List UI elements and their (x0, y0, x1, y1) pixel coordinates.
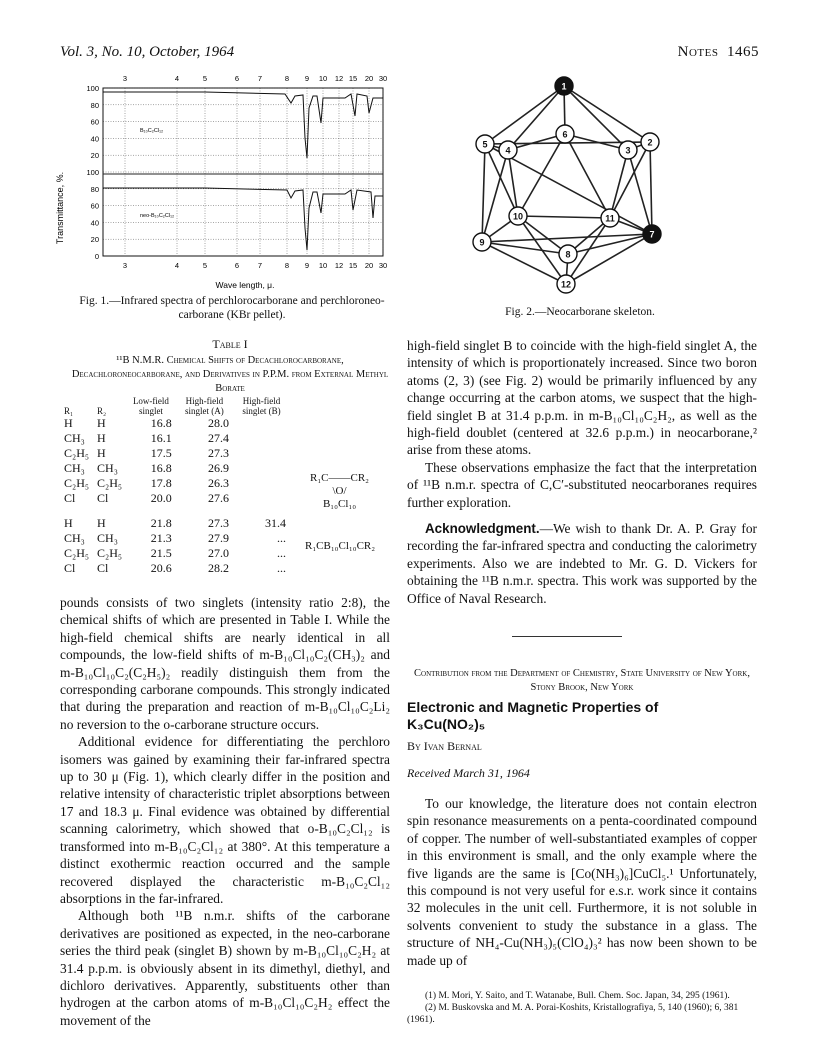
table-cell: H (64, 516, 73, 530)
table-cell: 26.9 (207, 461, 229, 475)
table-cell: C₂H₅ (64, 476, 90, 490)
col-header-r1: R₁ (64, 406, 74, 416)
tick-label: 4 (174, 261, 180, 270)
table-cell (233, 446, 290, 461)
table-cell: 26.3 (207, 476, 229, 490)
skeleton-bond (482, 150, 508, 242)
atom-number-label: 3 (625, 145, 631, 156)
tick-label: 40 (90, 218, 99, 228)
received-date: Received March 31, 1964 (407, 766, 530, 780)
atom-number-label: 7 (649, 229, 655, 240)
col-header-high-field-a: High-field singlet (A) (185, 396, 224, 416)
author-line: By Ivan Bernal (407, 739, 482, 753)
skeleton-bond (508, 86, 564, 150)
table-row (60, 431, 290, 446)
tick-label: 60 (90, 201, 99, 211)
spectrum-upper (103, 92, 383, 158)
table-subtitle: ¹¹B N.M.R. Chemical Shifts of Decachlorocarborane, Decachloroneocarborane, and Derivatives in P.P.M. from External Methyl Borate (71, 355, 389, 394)
table-cell: 27.3 (207, 446, 229, 460)
table-cell: 27.9 (207, 531, 229, 545)
tick-label: 20 (90, 235, 99, 245)
table-title: Table I (212, 337, 248, 351)
tick-label: 8 (284, 74, 290, 83)
atom-number-label: 6 (562, 129, 568, 140)
tick-label: 4 (174, 74, 180, 83)
section-divider (512, 636, 622, 637)
table-cell: 21.5 (150, 546, 172, 560)
table-cell: CH₃ (97, 461, 118, 475)
structure-a-bottom: B₁₀Cl₁₀ (322, 498, 357, 510)
table-row (60, 461, 290, 476)
tick-label: 0 (94, 252, 99, 261)
table-cell: Cl (97, 491, 109, 505)
article-body (407, 795, 757, 969)
tick-label: 12 (334, 261, 344, 270)
table-cell: 31.4 (265, 516, 286, 530)
tick-label: 40 (90, 134, 99, 144)
atom-number-label: 9 (479, 237, 485, 248)
table-cell: 16.1 (150, 431, 172, 445)
tick-label: 7 (257, 74, 263, 83)
tick-label: 20 (364, 261, 374, 270)
table-cell: 21.8 (150, 516, 172, 530)
structure-b: R₁CB₁₀Cl₁₀CR₂ (305, 540, 376, 552)
table-cell: 17.5 (150, 446, 172, 460)
atom-number-label: 4 (505, 145, 511, 156)
table-cell (233, 416, 290, 431)
left-paragraph-2: Additional evidence for differentiating the perchloro isomers was gained by examining their far-infrared spectra up to 30 μ (Fig. 1), which clearly differ in the position and relative intensity of characteristic triplet absorptions between 17 and 18.3 μ. Final evidence was obtained by differential scanning calorimetry, which showed that o-B₁₀C₂Cl₁₂ is transformed into m-B₁₀C₂Cl₁₂ at 380°. At this temperature a distinct exothermic reaction occurred and the sample recovered displayed the characteristic m-B₁₀C₂Cl₁₂ absorptions in the far-infrared. (60, 734, 390, 906)
col-header-r2: R₂ (97, 406, 107, 416)
table-cell: H (97, 446, 106, 460)
tick-label: 20 (90, 151, 99, 161)
figure-1-ir-spectra (55, 68, 400, 293)
table-cell: C₂H₅ (64, 546, 90, 560)
table-cell: 28.2 (207, 561, 229, 575)
atom-number-label: 12 (560, 279, 572, 290)
x-axis-label: Wave length, μ. (215, 280, 275, 290)
figure-2-caption: Fig. 2.—Neocarborane skeleton. (505, 306, 655, 318)
table-cell: Cl (64, 491, 76, 505)
acknowledgment (407, 520, 757, 607)
table-row (60, 516, 290, 531)
right-column-text (407, 337, 757, 607)
table-cell: 16.8 (150, 416, 172, 430)
tick-label: 100 (86, 168, 99, 177)
spectrum-lower (103, 188, 383, 250)
footnote-2: (2) M. Buskovska and M. A. Porai-Koshits, Kristallografiya, 5, 140 (1960); 6, 381 (1961). (407, 1003, 739, 1025)
spectrum-label-upper: B₁₀C₂Cl₁₂ (140, 128, 164, 134)
col-header-high-field-b: High-field singlet (B) (242, 396, 281, 416)
tick-label: 8 (284, 261, 290, 270)
table-cell: CH₃ (97, 531, 118, 545)
table-cell: C₂H₅ (97, 546, 123, 560)
skeleton-bond (482, 144, 485, 242)
tick-label: 10 (318, 74, 328, 83)
tick-label: 3 (122, 261, 128, 270)
skeleton-bond (564, 86, 650, 142)
atom-number-label: 5 (482, 139, 488, 150)
table-cell: CH₃ (64, 461, 85, 475)
table-cell: H (64, 416, 73, 430)
tick-label: 15 (348, 74, 358, 83)
skeleton-bond (650, 142, 652, 234)
atom-number-label: 2 (647, 137, 653, 148)
table-cell: 16.8 (150, 461, 172, 475)
tick-label: 20 (364, 74, 374, 83)
table-cell: 20.6 (150, 561, 172, 575)
skeleton-bond (610, 150, 628, 218)
acknowledgment-label: Acknowledgment. (425, 521, 540, 537)
table-cell (233, 461, 290, 476)
table-row (60, 446, 290, 461)
tick-label: 10 (318, 261, 328, 270)
table-cell: ... (277, 531, 286, 545)
tick-label: 30 (378, 261, 388, 270)
atom-number-label: 8 (565, 249, 571, 260)
left-column-text (60, 594, 390, 1029)
table-cell: C₂H₅ (97, 476, 123, 490)
left-paragraph-1: pounds consists of two singlets (intensity ratio 2:8), the chemical shifts of which are presented in Table I. While the high-field chemical shifts are nearly identical in all compounds, the low-field shifts of m-B₁₀Cl₁₀C₂(CH₃)₂ and m-B₁₀Cl₁₀C₂(C₂H₅)₂ readily distinguish them from the corresponding carborane compounds. This strongly indicated that during the preparation and reaction of m-B₁₀Cl₁₀C₂Li₂ no reversion to the o-carborane structure occurs. (60, 595, 390, 732)
article-paragraph-1: To our knowledge, the literature does not contain electron spin resonance measurements on a penta-coordinated compound of copper. The number of well-substantiated examples of copper in this environment is small, and the only example where the five ligands are the same is [Co(NH₃)₆]CuCl₅.¹ Unfortunately, this compound is not very useful for e.s.r. work since it contains 32 molecules in the unit cell. Furthermore, it is not soluble in solvents convenient to study the substance in a glass. The structure of NH₄-Cu(NH₃)₅(ClO₄)₃² has now been shown to be made up of (407, 796, 757, 968)
acknowledgment-text: —We wish to thank Dr. A. P. Gray for recording the far-infrared spectra and conducting the calorimetry experiments. Also we are indebted to Mr. G. D. Vickers for obtaining the ¹¹B n.m.r. spectra. This work was supported by the Office of Naval Research. (407, 521, 757, 606)
table-cell: 27.0 (207, 546, 229, 560)
y-axis-label: Transmittance, %. (55, 171, 65, 245)
table-cell: H (97, 431, 106, 445)
table-cell: Cl (97, 561, 109, 575)
skeleton-bond (518, 216, 610, 218)
table-cell: H (97, 516, 106, 530)
skeleton-bond (564, 86, 628, 150)
article-title: Electronic and Magnetic Properties of K₃Cu(NO₂)₅ (407, 699, 659, 732)
right-paragraph-1: high-field singlet B to coincide with the high-field singlet A, the intensity of which is proportionately increased. Since two boron atoms (2, 3) (see Fig. 2) would be primarily influenced by any change occurring at the carbon atoms, we suspect that the high-field singlet B at 31.4 p.p.m. in m-B₁₀Cl₁₀C₂H₂, as well as the high-field doublet (centered at 32.6 p.p.m.) in neocarborane,² arise from these atoms. (407, 338, 757, 458)
table-cell: 27.3 (207, 516, 229, 530)
table-cell: 27.6 (207, 491, 229, 505)
tick-label: 15 (348, 261, 358, 270)
table-cell: CH₃ (64, 431, 85, 445)
col-header-low-field: Low-field singlet (132, 396, 169, 416)
structure-a-top: R₁C——CR₂ (310, 472, 370, 484)
tick-label: 100 (86, 84, 99, 93)
tick-label: 5 (202, 74, 208, 83)
page-number: 1465 (727, 44, 759, 60)
table-cell (233, 491, 290, 506)
figure-2-neocarborane-skeleton (460, 72, 680, 300)
figure-1-caption: Fig. 1.—Infrared spectra of perchlorocarborane and perchloroneo-carborane (KBr pellet). (79, 295, 385, 321)
tick-label: 80 (90, 184, 99, 194)
tick-label: 9 (304, 261, 310, 270)
table-cell: CH₃ (64, 531, 85, 545)
table-cell: H (97, 416, 106, 430)
contribution-line: Contribution from the Department of Chemistry, State University of New York, Stony Brook, New York (414, 668, 750, 693)
tick-label: 9 (304, 74, 310, 83)
table-row (60, 531, 290, 546)
skeleton-bond (565, 134, 610, 218)
skeleton-bond (485, 86, 564, 144)
tick-label: 80 (90, 100, 99, 110)
spectrum-label-lower: neo-B₁₀C₂Cl₁₂ (140, 213, 175, 219)
tick-label: 12 (334, 74, 344, 83)
table-cell: 27.4 (207, 431, 229, 445)
running-header-left: Vol. 3, No. 10, October, 1964 (60, 44, 235, 60)
structure-a (310, 472, 369, 511)
table-cell: 21.3 (150, 531, 172, 545)
table-cell: C₂H₅ (64, 446, 90, 460)
atom-number-label: 1 (561, 81, 567, 92)
table-cell (233, 431, 290, 446)
tick-label: 6 (234, 261, 240, 270)
table-row (60, 546, 290, 561)
table-cell: 20.0 (150, 491, 172, 505)
table-row (60, 416, 290, 431)
tick-label: 30 (378, 74, 388, 83)
table-cell: Cl (64, 561, 76, 575)
tick-label: 5 (202, 261, 208, 270)
skeleton-bond (566, 234, 652, 284)
table-cell: ... (277, 546, 286, 560)
tick-label: 60 (90, 117, 99, 127)
table-cell: 17.8 (150, 476, 172, 490)
table-cell: 28.0 (207, 416, 229, 430)
table-cell: ... (277, 561, 286, 575)
footnote-1: (1) M. Mori, Y. Saito, and T. Watanabe, Bull. Chem. Soc. Japan, 34, 295 (1961). (425, 991, 730, 1001)
tick-label: 6 (234, 74, 240, 83)
table-cell (233, 476, 290, 491)
structure-a-mid: \O/ (332, 485, 347, 497)
table-row (60, 491, 290, 506)
tick-label: 7 (257, 261, 263, 270)
skeleton-bond (518, 216, 566, 284)
tick-label: 3 (122, 74, 128, 83)
atom-number-label: 11 (605, 213, 615, 224)
table-row (60, 561, 290, 576)
right-paragraph-2: These observations emphasize the fact that the interpretation of ¹¹B n.m.r. spectra of C,C′-substituted neocarboranes requires further exploration. (407, 459, 757, 510)
table-row (60, 476, 290, 491)
left-paragraph-3: Although both ¹¹B n.m.r. shifts of the carborane derivatives are positioned as expected, in the neo-carborane series the third peak (singlet B) shown by m-B₁₀Cl₁₀C₂H₂ at 31.4 p.p.m. is obviously absent in its dimethyl, diethyl, and dichloro derivatives. Apparently, substituents other than hydrogen at the carbon atoms of m-B₁₀Cl₁₀C₂H₂ effect the movement of the (60, 908, 390, 1028)
figure-1-grid (103, 88, 383, 256)
header-section: Notes (677, 44, 719, 60)
atom-number-label: 10 (512, 211, 524, 222)
running-header-right (678, 44, 759, 61)
footnotes (407, 990, 757, 1026)
